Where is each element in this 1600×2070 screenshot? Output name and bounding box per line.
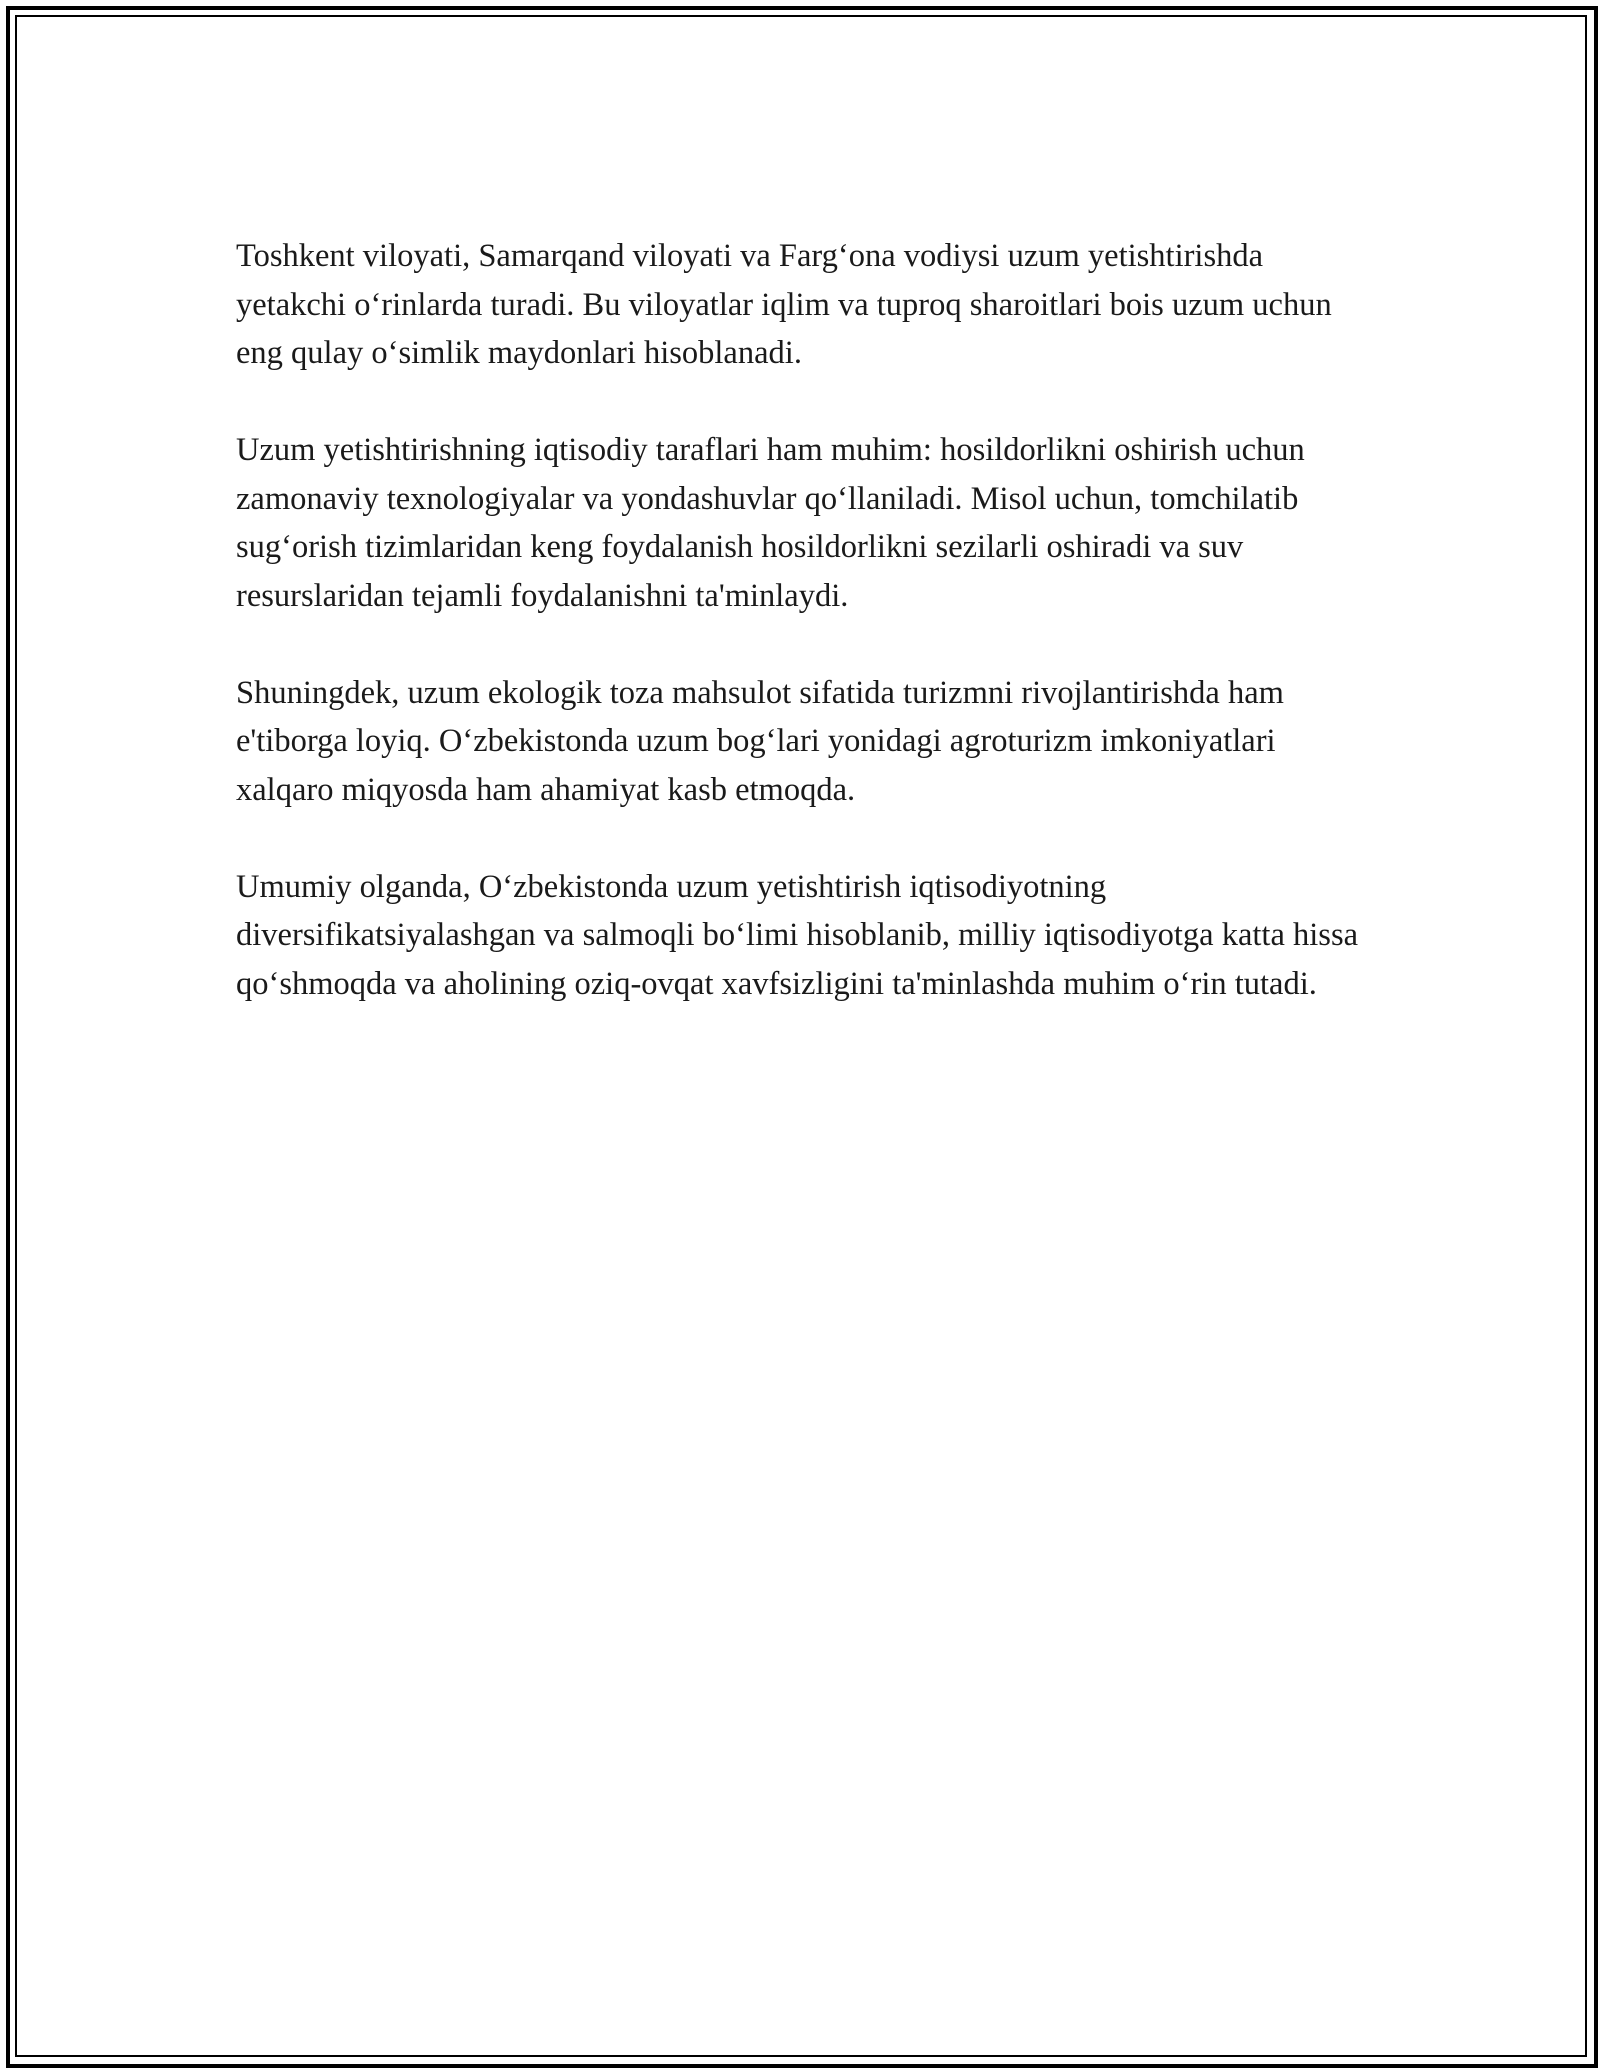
paragraph-1: Toshkent viloyati, Samarqand viloyati va Farg‘ona vodiysi uzum yetishtirishda yetakchi o‘rinlarda turadi. Bu viloyatlar iqlim va tuproq sharoitlari bois uzum uchun eng qulay o‘simlik maydonlari hisoblanadi. [236,238,1332,371]
paragraph-2: Uzum yetishtirishning iqtisodiy taraflari ham muhim: hosildorlikni oshirish uchun zamonaviy texnologiyalar va yondashuvlar qo‘llaniladi. Misol uchun, tomchilatib sug‘orish tizimlaridan keng foydalanish hosildorlikni sezilarli oshiradi va suv resurslaridan tejamli foydalanishni ta'minlaydi. [236,432,1305,614]
paragraph-4: Umumiy olganda, O‘zbekistonda uzum yetishtirish iqtisodiyotning diversifikatsiyalashgan va salmoqli bo‘limi hisoblanib, milliy iqtisodiyotga katta hissa qo‘shmoqda va aholining oziq-ovqat xavfsizligini ta'minlashda muhim o‘rin tutadi. [236,868,1359,1002]
document-body [236,232,1376,1057]
paragraph-3: Shuningdek, uzum ekologik toza mahsulot sifatida turizmni rivojlantirishda ham e'tiborga loyiq. O‘zbekistonda uzum bog‘lari yonidagi agroturizm imkoniyatlari xalqaro miqyosda ham ahamiyat kasb etmoqda. [236,674,1284,808]
